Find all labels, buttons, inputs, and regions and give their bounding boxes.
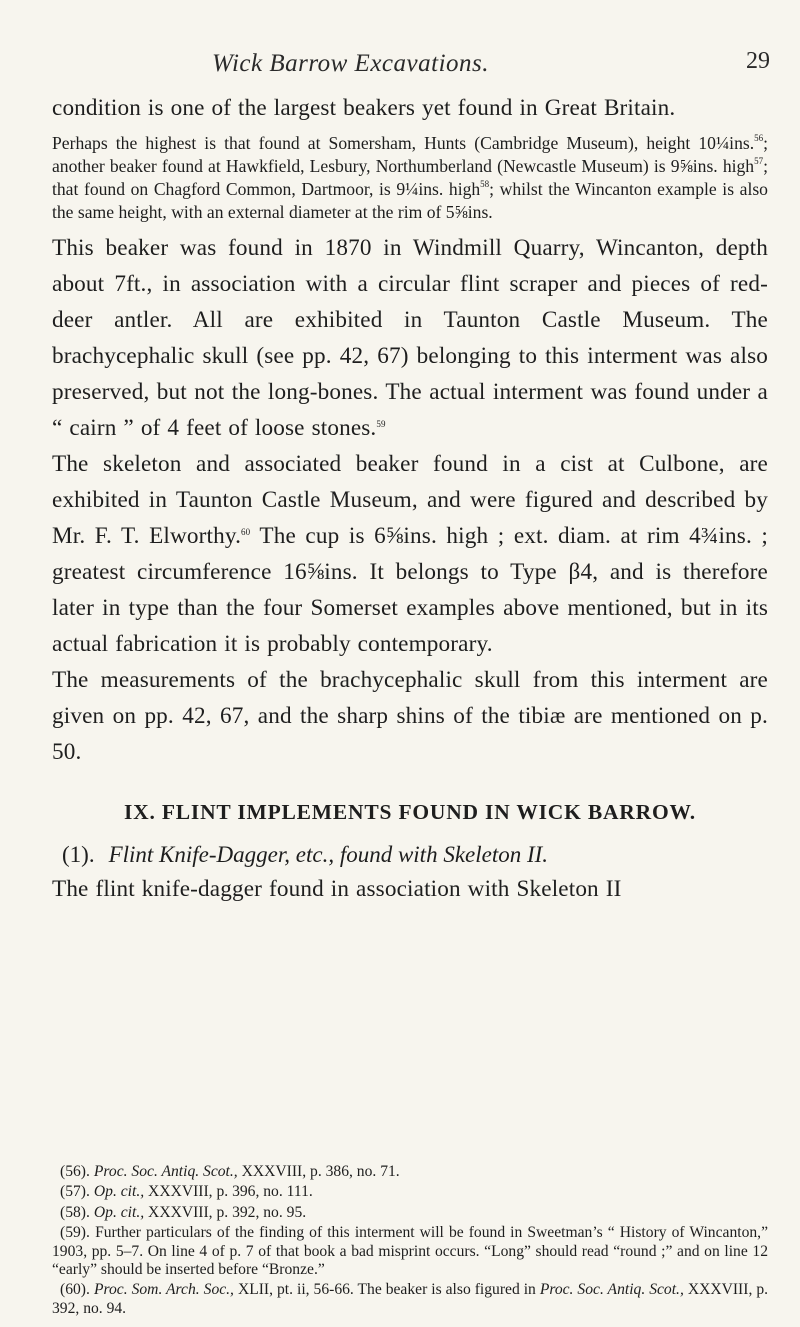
footnote-source: Proc. Som. Arch. Soc., <box>93 1281 234 1299</box>
paragraph-1 <box>52 90 768 126</box>
footnote-source-2: Proc. Soc. Antiq. Scot., <box>539 1281 684 1299</box>
paragraph-2-text-a: Perhaps the highest is that found at Somersham, Hunts (Cambridge Museum), height 10¼ins. <box>52 133 755 153</box>
paragraph-6 <box>52 871 768 907</box>
running-title: Wick Barrow Excavations. <box>212 50 489 77</box>
footnote-text: XXXVIII, p. 396, no. 111. <box>144 1183 313 1201</box>
section-heading: IX. FLINT IMPLEMENTS FOUND IN WICK BARROW. <box>124 800 696 824</box>
paragraph-3-text: This beaker was found in 1870 in Windmill Quarry, Wincanton, depth about 7ft., in association with a circular flint scraper and pieces of red-deer antler. All are exhibited in Taunton Castle Museum. The brachycephalic skull (see pp. 42, 67) belonging to this interment was also preserved, but not the long-bones. The actual interment was found under a “ cairn ” of 4 feet of loose stones. <box>52 235 768 441</box>
footnotes <box>52 1163 768 1320</box>
paragraph-4 <box>52 446 768 662</box>
paragraph-2-text-d: ; whilst the Wincanton example is also the same height, with an external diameter at the rim of 5⅝ins. <box>52 179 768 222</box>
footnote-56 <box>52 1163 768 1181</box>
paragraph-4-text-b: The cup is 6⅝ins. high ; ext. diam. at rim 4¾ins. ; greatest circumference 16⅝ins. It belongs to Type β4, and is therefore later in type than the four Somerset examples above mentioned, but in its actual fabrication it is probably contemporary. <box>52 523 769 657</box>
footnote-source: Op. cit., <box>93 1183 145 1201</box>
paragraph-2-text-c: ; that found on Chagford Common, Dartmoor, is 9¼ins. high <box>52 156 768 199</box>
paragraph-5 <box>52 662 768 770</box>
footnote-number: (59). <box>60 1224 90 1242</box>
footnote-ref-57[interactable]: 57 <box>754 156 764 166</box>
footnote-ref-60[interactable]: 60 <box>241 527 251 537</box>
footnote-number: (60). <box>60 1281 90 1299</box>
footnote-57 <box>52 1183 768 1201</box>
main-text <box>52 90 768 907</box>
footnote-number: (57). <box>60 1183 90 1201</box>
footnote-60 <box>52 1281 768 1318</box>
paragraph-2-text-b: ; another beaker found at Hawkfield, Lesbury, Northumberland (Newcastle Museum) is 9⅝ins. high <box>52 133 768 176</box>
subsection-number: (1). <box>62 842 95 867</box>
paragraph-5-text: The measurements of the brachycephalic skull from this interment are given on pp. 42, 67, and the sharp shins of the tibiæ are mentioned on p. 50. <box>52 667 768 765</box>
footnote-text: XXXVIII, p. 386, no. 71. <box>237 1163 400 1180</box>
page-number: 29 <box>746 48 770 74</box>
footnote-ref-59[interactable]: 59 <box>376 419 386 429</box>
footnote-ref-56[interactable]: 56 <box>754 133 764 143</box>
footnote-source: Op. cit., <box>93 1203 145 1221</box>
footnote-59 <box>52 1224 768 1279</box>
footnote-text-2: XXXVIII, p. 392, no. 94. <box>52 1281 769 1317</box>
footnote-text: XLII, pt. ii, 56-66. The beaker is also figured in <box>233 1281 540 1299</box>
footnote-number: (56). <box>60 1163 90 1180</box>
subsection-heading <box>52 839 768 871</box>
paragraph-6-text: The flint knife-dagger found in association with Skeleton II <box>52 876 622 902</box>
footnote-text: XXXVIII, p. 392, no. 95. <box>144 1203 307 1221</box>
paragraph-2 <box>52 132 768 224</box>
paragraph-3 <box>52 230 768 446</box>
paragraph-4-text-a: The skeleton and associated beaker found in a cist at Culbone, are exhibited in Taunton Castle Museum, and were figured and described by Mr. F. T. Elworthy. <box>52 451 768 549</box>
footnote-58 <box>52 1204 768 1222</box>
subsection-title: Flint Knife-Dagger, etc., found with Skeleton II. <box>108 842 549 867</box>
footnote-number: (58). <box>60 1203 90 1221</box>
footnote-ref-58[interactable]: 58 <box>480 179 490 189</box>
footnote-text: Further particulars of the finding of this interment will be found in Sweetman’s “ History of Wincanton,” 1903, pp. 5–7. On line 4 of p. 7 of that book a bad misprint occurs. “Long” should read “round ;” and on line 12 “early” should be inserted before “Bronze.” <box>52 1224 768 1279</box>
footnote-source: Proc. Soc. Antiq. Scot., <box>93 1163 238 1180</box>
paragraph-1-text: condition is one of the largest beakers yet found in Great Britain. <box>52 95 676 121</box>
